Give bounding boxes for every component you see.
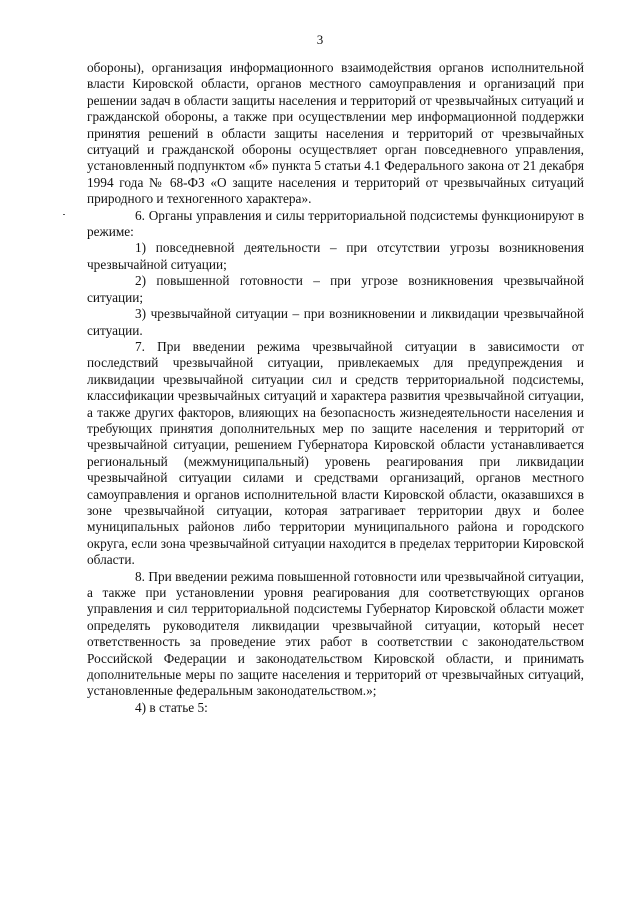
paragraph-item-4-article-5: 4) в статье 5: [135,699,208,715]
paragraph-continuation: обороны), организация информационного взаимодействия органов исполнительной власти Кировской области, органов местного самоуправления и организаций при решении задач в области защиты населения и территорий от чрезвычайных ситуаций и гражданской обороны, а также при осуществлении мер информационной поддержки принятия решений в области защиты населения и территорий от чрезвычайных ситуаций и гражданской обороны осуществляет орган повседневного управления, установленный подпунктом «б» пункта 5 статьи 4.1 Федерального закона от 21 декабря 1994 года № 68-ФЗ «О защите населения и территорий от чрезвычайных ситуаций природного и техногенного характера». [87,60,584,207]
document-body [87,60,584,716]
page-number: 3 [316,32,324,47]
margin-mark [63,214,65,215]
paragraph-item-6: 6. Органы управления и силы территориальной подсистемы функционируют в режиме: [87,207,584,240]
paragraph-mode-2: 2) повышенной готовности – при угрозе возникновения чрезвычайной ситуации; [87,273,584,305]
paragraph-item-8: 8. При введении режима повышенной готовности или чрезвычайной ситуации, а также при установлении уровня реагирования для соответствующих органов управления и сил территориальной подсистемы Губернатор Кировской области может определять руководителя ликвидации чрезвычайной ситуации, который несет ответственность за проведение этих работ в соответствии с законодательством Российской Федерации и законодательством Кировской области, и принимать дополнительные меры по защите населения и территорий от чрезвычайных ситуаций, установленные федеральным законодательством.»; [87,568,584,699]
paragraph-mode-1: 1) повседневной деятельности – при отсутствии угрозы возникновения чрезвычайной ситуации; [87,240,584,272]
paragraph-item-7: 7. При введении режима чрезвычайной ситуации в зависимости от последствий чрезвычайной ситуации, привлекаемых для предупреждения и ликвидации чрезвычайной ситуации сил и средств территориальной подсистемы, классификации чрезвычайных ситуаций и характера развития чрезвычайной ситуации, а также других факторов, влияющих на безопасность жизнедеятельности населения и требующих принятия дополнительных мер по защите населения и территорий от чрезвычайной ситуации, решением Губернатора Кировской области устанавливается региональный (межмуниципальный) уровень реагирования при ликвидации чрезвычайной ситуации силами и средствами организаций, органов местного самоуправления и органов исполнительной власти Кировской области, оказавшихся в зоне чрезвычайной ситуации, которая затрагивает территории двух и более муниципальных районов либо территории муниципального района и городского округа, если зона чрезвычайной ситуации находится в пределах территории Кировской области. [87,338,584,568]
paragraph-mode-3: 3) чрезвычайной ситуации – при возникновении и ликвидации чрезвычайной ситуации. [87,306,584,338]
